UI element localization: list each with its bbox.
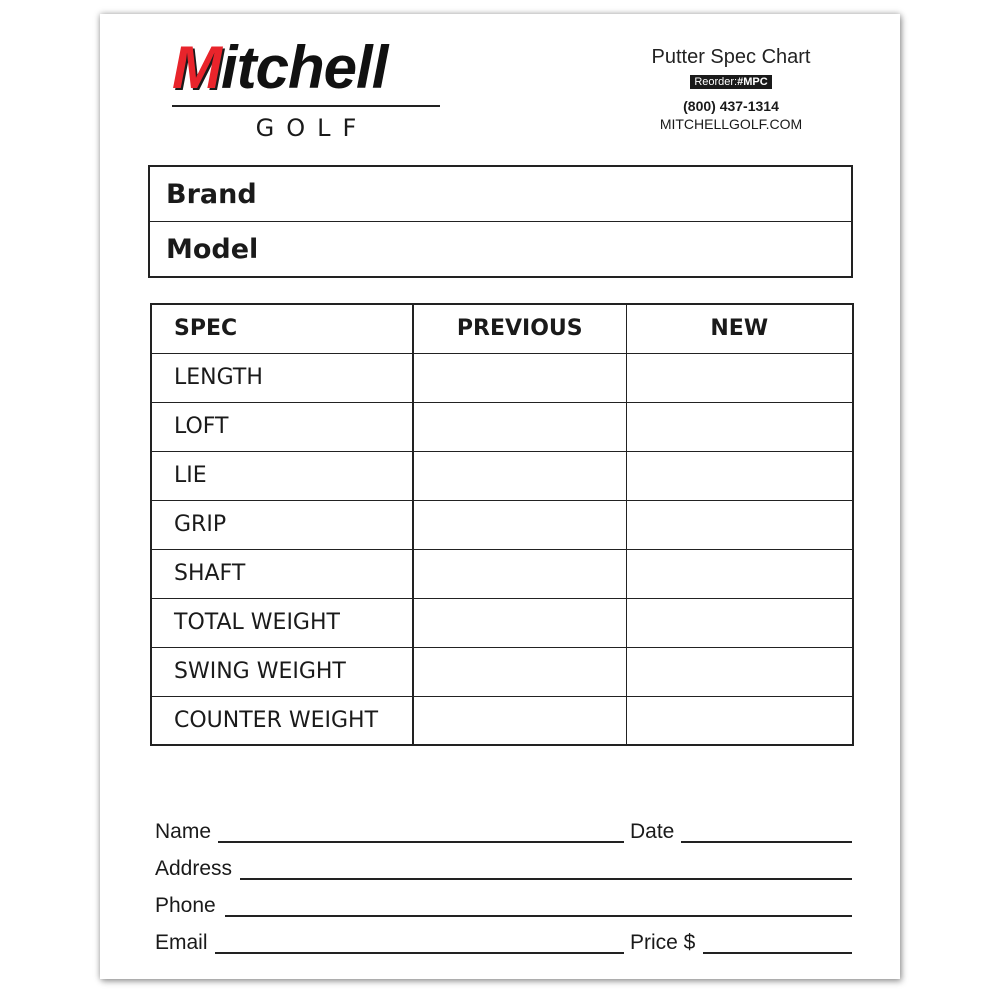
price-field[interactable] bbox=[703, 952, 852, 954]
spec-label-grip: GRIP bbox=[151, 500, 413, 549]
table-row bbox=[151, 500, 853, 549]
reorder-badge bbox=[690, 75, 771, 89]
new-lie-cell[interactable] bbox=[626, 451, 853, 500]
previous-counter-weight-cell[interactable] bbox=[413, 696, 626, 745]
table-row bbox=[151, 647, 853, 696]
logo-word-rest: itchell bbox=[220, 34, 388, 101]
table-row bbox=[151, 598, 853, 647]
date-label: Date bbox=[630, 820, 675, 843]
logo-wordmark bbox=[172, 34, 440, 101]
new-counter-weight-cell[interactable] bbox=[626, 696, 853, 745]
new-column-header: NEW bbox=[626, 304, 853, 353]
email-field[interactable] bbox=[215, 952, 624, 954]
reorder-code: #MPC bbox=[737, 76, 768, 88]
brand-field[interactable] bbox=[150, 167, 851, 222]
new-shaft-cell[interactable] bbox=[626, 549, 853, 598]
spec-label-loft: LOFT bbox=[151, 402, 413, 451]
spec-label-swing-weight: SWING WEIGHT bbox=[151, 647, 413, 696]
spec-label-shaft: SHAFT bbox=[151, 549, 413, 598]
table-row bbox=[151, 451, 853, 500]
spec-label-total-weight: TOTAL WEIGHT bbox=[151, 598, 413, 647]
phone-label: Phone bbox=[155, 894, 216, 917]
brand-label: Brand bbox=[166, 179, 257, 210]
previous-loft-cell[interactable] bbox=[413, 402, 626, 451]
name-label: Name bbox=[155, 820, 212, 843]
model-label: Model bbox=[166, 234, 259, 265]
spec-label-counter-weight: COUNTER WEIGHT bbox=[151, 696, 413, 745]
table-row bbox=[151, 549, 853, 598]
website-url: MITCHELLGOLF.COM bbox=[659, 116, 803, 132]
previous-column-header: PREVIOUS bbox=[413, 304, 626, 353]
spec-column-header: SPEC bbox=[151, 304, 413, 353]
previous-length-cell[interactable] bbox=[413, 353, 626, 402]
table-row bbox=[151, 402, 853, 451]
previous-shaft-cell[interactable] bbox=[413, 549, 626, 598]
new-swing-weight-cell[interactable] bbox=[626, 647, 853, 696]
brand-model-box bbox=[148, 165, 853, 278]
spec-table bbox=[150, 303, 854, 746]
previous-lie-cell[interactable] bbox=[413, 451, 626, 500]
name-date-line bbox=[155, 820, 852, 850]
phone-field[interactable] bbox=[225, 915, 852, 917]
model-field[interactable] bbox=[150, 222, 851, 277]
date-field[interactable] bbox=[681, 841, 852, 843]
address-line bbox=[155, 857, 852, 887]
email-label: Email bbox=[155, 931, 208, 954]
address-field[interactable] bbox=[240, 878, 852, 880]
table-row bbox=[151, 353, 853, 402]
previous-grip-cell[interactable] bbox=[413, 500, 626, 549]
new-length-cell[interactable] bbox=[626, 353, 853, 402]
address-label: Address bbox=[155, 857, 233, 880]
logo-divider bbox=[172, 105, 440, 107]
header-info bbox=[620, 44, 842, 133]
spec-label-lie: LIE bbox=[151, 451, 413, 500]
phone-number: (800) 437-1314 bbox=[683, 98, 779, 114]
email-price-line bbox=[155, 931, 852, 961]
new-total-weight-cell[interactable] bbox=[626, 598, 853, 647]
new-loft-cell[interactable] bbox=[626, 402, 853, 451]
name-field[interactable] bbox=[218, 841, 624, 843]
logo-subtitle: GOLF bbox=[255, 114, 369, 142]
spec-label-length: LENGTH bbox=[151, 353, 413, 402]
previous-swing-weight-cell[interactable] bbox=[413, 647, 626, 696]
logo-initial: M bbox=[172, 34, 221, 101]
previous-total-weight-cell[interactable] bbox=[413, 598, 626, 647]
new-grip-cell[interactable] bbox=[626, 500, 853, 549]
phone-line bbox=[155, 894, 852, 924]
page-title: Putter Spec Chart bbox=[651, 46, 811, 68]
price-label: Price $ bbox=[630, 931, 696, 954]
spec-header-row bbox=[151, 304, 853, 353]
table-row bbox=[151, 696, 853, 745]
reorder-label: Reorder: bbox=[694, 76, 738, 88]
mitchell-golf-logo bbox=[172, 34, 440, 142]
